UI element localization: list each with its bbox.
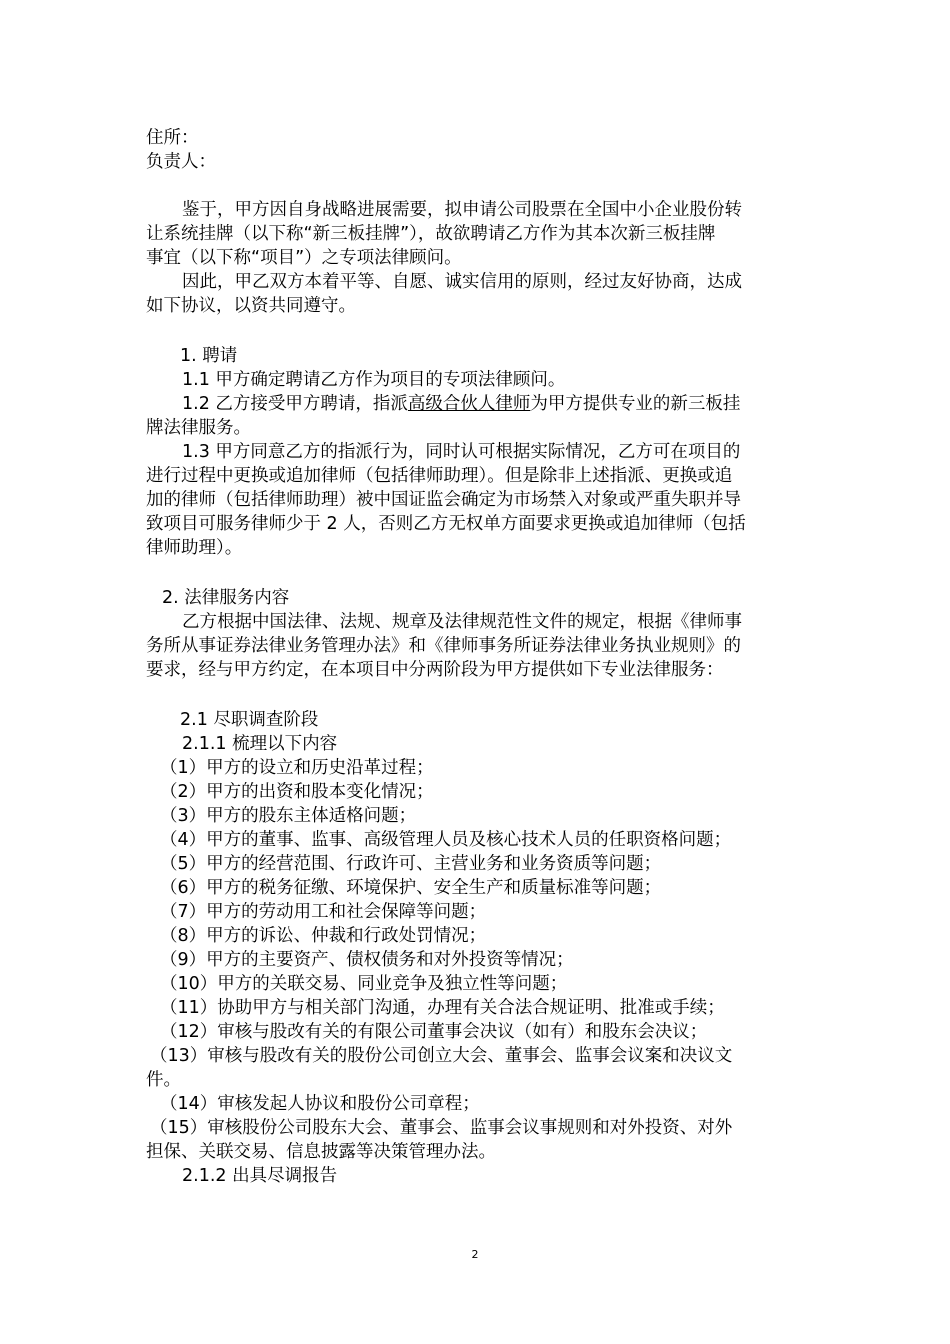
list-item: （11）协助甲方与相关部门沟通，办理有关合法合规证明、批准或手续；: [160, 998, 725, 1018]
clause-1-3-line: 加的律师（包括律师助理）被中国证监会确定为市场禁入对象或严重失职并导: [146, 490, 741, 510]
clause-1-2-pre: 1.2 乙方接受甲方聘请，指派: [182, 394, 408, 414]
section-1-heading: 1. 聘请: [180, 346, 238, 366]
clause-1-1: 1.1 甲方确定聘请乙方作为项目的专项法律顾问。: [182, 370, 566, 390]
list-item: （13）审核与股改有关的股份公司创立大会、董事会、监事会议案和决议文: [150, 1046, 733, 1066]
section-2-heading: 2. 法律服务内容: [162, 588, 290, 608]
list-item: （3）甲方的股东主体适格问题；: [160, 806, 417, 826]
intro-paragraph-line: 事宜（以下称“项目”）之专项法律顾问。: [146, 248, 462, 268]
address-label: 住所：: [146, 128, 199, 148]
list-item: （4）甲方的董事、监事、高级管理人员及核心技术人员的任职资格问题；: [160, 830, 732, 850]
list-item: （5）甲方的经营范围、行政许可、主营业务和业务资质等问题；: [160, 854, 662, 874]
list-item: （8）甲方的诉讼、仲裁和行政处罚情况；: [160, 926, 487, 946]
list-item: （2）甲方的出资和股本变化情况；: [160, 782, 434, 802]
page-number: 2: [471, 1248, 479, 1261]
list-item-continuation: 担保、关联交易、信息披露等决策管理办法。: [146, 1142, 496, 1162]
list-item: （10）甲方的关联交易、同业竞争及独立性等问题；: [160, 974, 568, 994]
intro-paragraph-line: 鉴于，甲方因自身战略进展需要，拟申请公司股票在全国中小企业股份转: [182, 200, 742, 220]
clause-1-2-line: 牌法律服务。: [146, 418, 251, 438]
clause-1-3-line: 致项目可服务律师少于 2 人，否则乙方无权单方面要求更换或追加律师（包括: [146, 514, 746, 534]
clause-1-2-underlined: 高级合伙人律师: [407, 394, 531, 414]
list-item: （12）审核与股改有关的有限公司董事会决议（如有）和股东会决议；: [160, 1022, 708, 1042]
clause-1-2: [182, 392, 740, 416]
intro-paragraph-line: 让系统挂牌（以下称“新三板挂牌”），故欲聘请乙方作为其本次新三板挂牌: [146, 224, 716, 244]
list-item: （1）甲方的设立和历史沿革过程；: [160, 758, 434, 778]
list-item: （9）甲方的主要资产、债权债务和对外投资等情况；: [160, 950, 574, 970]
clause-1-3-line: 1.3 甲方同意乙方的指派行为，同时认可根据实际情况，乙方可在项目的: [182, 442, 741, 462]
subsection-2-1-2-heading: 2.1.2 出具尽调报告: [182, 1166, 338, 1186]
list-item: （7）甲方的劳动用工和社会保障等问题；: [160, 902, 487, 922]
clause-1-3-line: 进行过程中更换或追加律师（包括律师助理）。但是除非上述指派、更换或追: [146, 466, 733, 486]
subsection-2-1-1-heading: 2.1.1 梳理以下内容: [182, 734, 338, 754]
list-item: （15）审核股份公司股东大会、董事会、监事会议事规则和对外投资、对外: [150, 1118, 733, 1138]
section-2-paragraph-line: 乙方根据中国法律、法规、规章及法律规范性文件的规定，根据《律师事: [182, 612, 742, 632]
clause-1-3-line: 律师助理）。: [146, 538, 243, 558]
section-2-paragraph-line: 务所从事证券法律业务管理办法》和《律师事务所证券法律业务执业规则》的: [146, 636, 741, 656]
list-item: （14）审核发起人协议和股份公司章程；: [160, 1094, 480, 1114]
list-item-continuation: 件。: [146, 1070, 181, 1090]
clause-1-2-post: 为甲方提供专业的新三板挂: [530, 394, 741, 414]
list-item: （6）甲方的税务征缴、环境保护、安全生产和质量标准等问题；: [160, 878, 662, 898]
subsection-2-1-heading: 2.1 尽职调查阶段: [180, 710, 319, 730]
section-2-paragraph-line: 要求，经与甲方约定，在本项目中分两阶段为甲方提供如下专业法律服务：: [146, 660, 724, 680]
intro-paragraph-line: 因此，甲乙双方本着平等、自愿、诚实信用的原则，经过友好协商，达成: [182, 272, 742, 292]
responsible-person-label: 负责人：: [146, 152, 216, 172]
intro-paragraph-line: 如下协议，以资共同遵守。: [146, 296, 356, 316]
